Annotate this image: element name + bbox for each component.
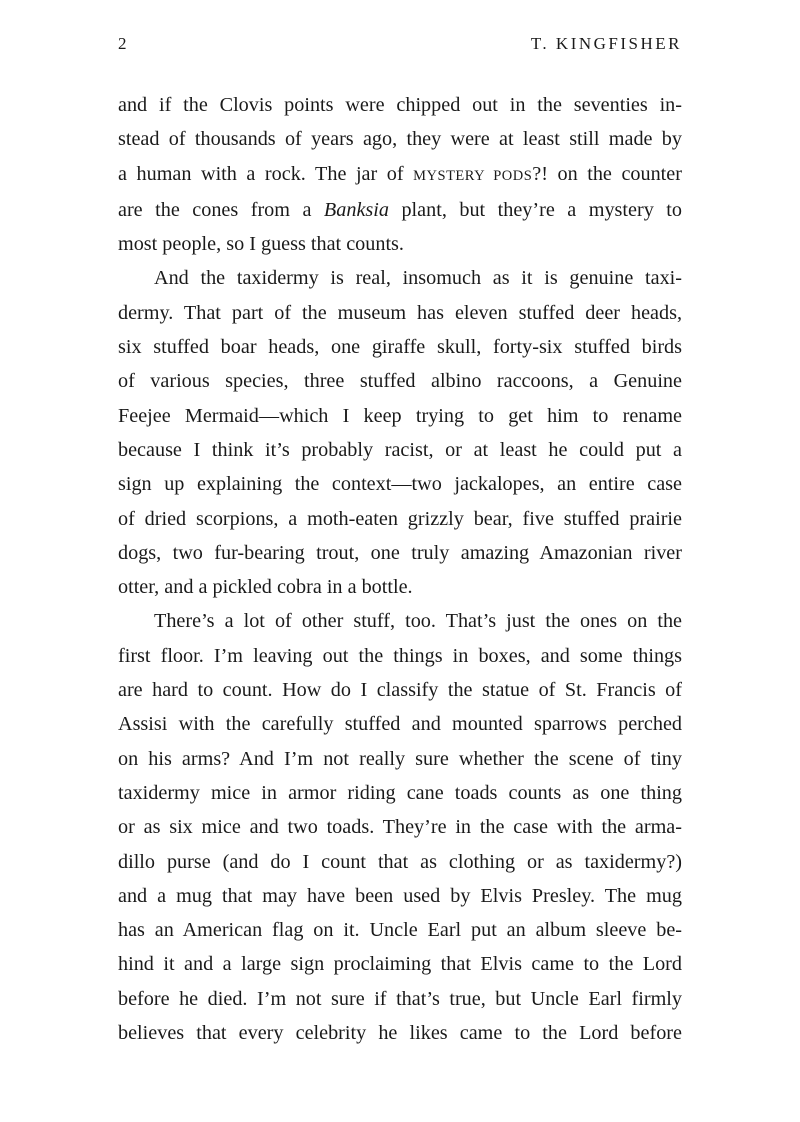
small-caps-text: MYSTERY PODS bbox=[413, 167, 533, 184]
text-line: of various species, three stuffed albino raccoons, a Genuine bbox=[118, 370, 682, 393]
text-line: sign up explaining the context—two jackalopes, an entire case bbox=[118, 473, 682, 496]
text-line: dermy. That part of the museum has eleven stuffed deer heads, bbox=[118, 301, 682, 324]
text-line bbox=[118, 157, 682, 193]
text-line: taxidermy mice in armor riding cane toads counts as one thing bbox=[118, 781, 682, 804]
text-line: dogs, two fur-bearing trout, one truly amazing Amazonian river bbox=[118, 541, 682, 564]
text-line: Assisi with the carefully stuffed and mounted sparrows perched bbox=[118, 713, 682, 736]
text-line: dillo purse (and do I count that as clothing or as taxidermy?) bbox=[118, 850, 682, 873]
text-line: otter, and a pickled cobra in a bottle. bbox=[118, 576, 413, 599]
text-line: And the taxidermy is real, insomuch as it is genuine taxi- bbox=[154, 267, 682, 290]
text-line: because I think it’s probably racist, or at least he could put a bbox=[118, 438, 682, 461]
text-line: six stuffed boar heads, one giraffe skull, forty-six stuffed birds bbox=[118, 336, 682, 359]
paragraph bbox=[118, 88, 682, 261]
text-line: and a mug that may have been used by Elvis Presley. The mug bbox=[118, 884, 682, 907]
body-text bbox=[118, 88, 682, 1050]
text-line: most people, so I guess that counts. bbox=[118, 233, 404, 256]
text-run: are the cones from a bbox=[118, 198, 324, 221]
text-line: stead of thousands of years ago, they were at least still made by bbox=[118, 128, 682, 151]
text-run: plant, but they’re a mystery to bbox=[388, 198, 682, 221]
running-head: T. KINGFISHER bbox=[530, 34, 682, 53]
text-line: on his arms? And I’m not really sure whether the scene of tiny bbox=[118, 747, 682, 770]
text-line: are hard to count. How do I classify the statue of St. Francis of bbox=[118, 679, 682, 702]
text-line: first floor. I’m leaving out the things in boxes, and some things bbox=[118, 644, 682, 667]
italic-text: Banksia bbox=[323, 198, 389, 221]
page-number: 2 bbox=[118, 34, 127, 53]
text-run: a human with a rock. The jar of bbox=[118, 162, 414, 185]
paragraph bbox=[118, 604, 682, 1050]
paragraph bbox=[118, 261, 682, 604]
text-line: There’s a lot of other stuff, too. That’s just the ones on the bbox=[154, 610, 682, 633]
text-line: has an American flag on it. Uncle Earl put an album sleeve be- bbox=[118, 919, 682, 942]
page-header bbox=[118, 30, 682, 58]
text-line: hind it and a large sign proclaiming that Elvis came to the Lord bbox=[118, 953, 682, 976]
text-line bbox=[118, 193, 682, 227]
text-line: before he died. I’m not sure if that’s true, but Uncle Earl firmly bbox=[118, 987, 682, 1010]
text-line: or as six mice and two toads. They’re in the case with the arma- bbox=[118, 816, 682, 839]
text-line: Feejee Mermaid—which I keep trying to get him to rename bbox=[118, 404, 682, 427]
text-line: believes that every celebrity he likes came to the Lord before bbox=[118, 1022, 682, 1045]
text-run: ?! on the counter bbox=[532, 162, 682, 185]
text-line: of dried scorpions, a moth-eaten grizzly bear, five stuffed prairie bbox=[118, 507, 682, 530]
text-line: and if the Clovis points were chipped out in the seventies in- bbox=[118, 94, 682, 116]
